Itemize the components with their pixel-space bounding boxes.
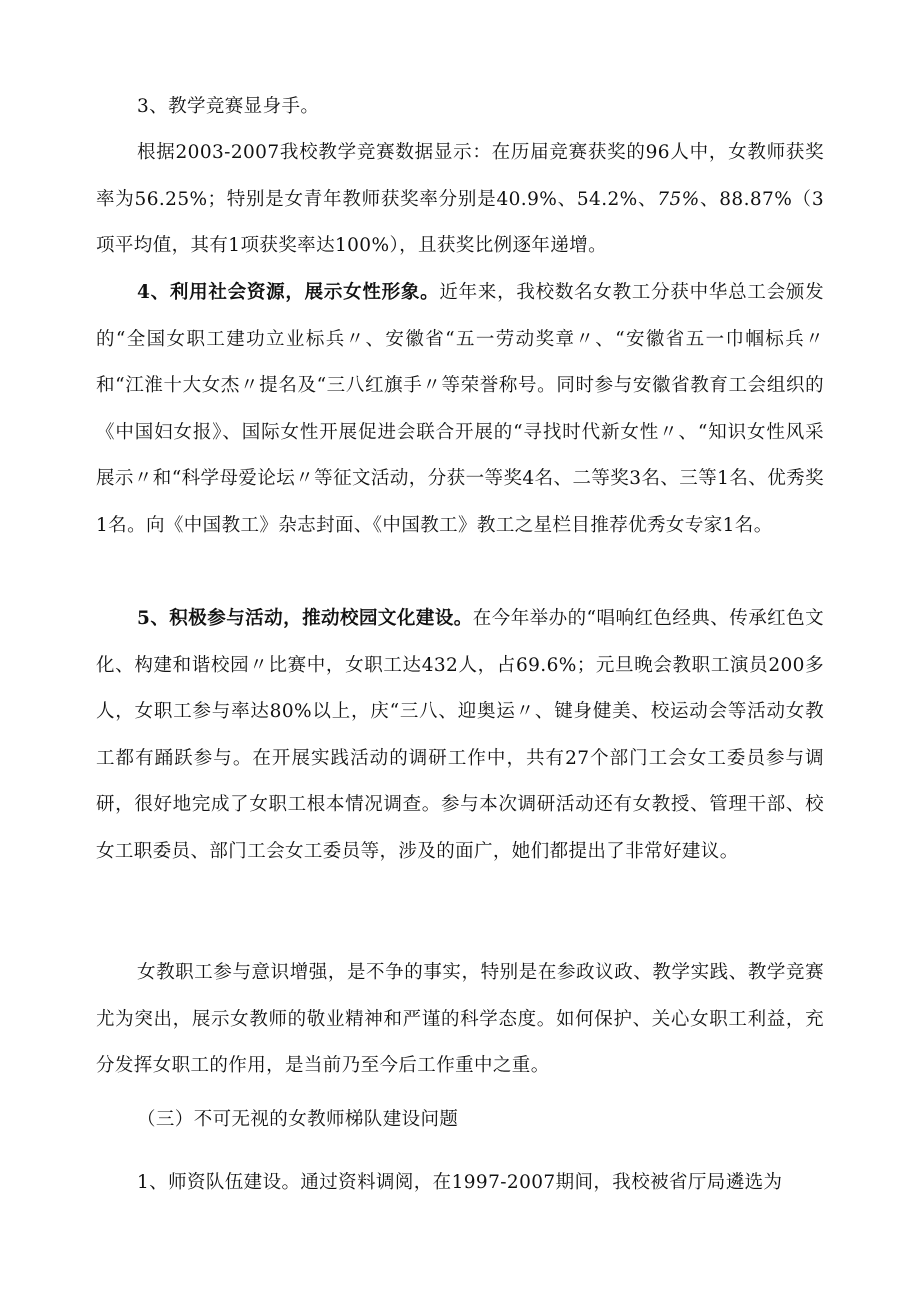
paragraph-body-team: 通过资料调阅，在1997-2007期间，我校被省厅局遴选为 xyxy=(300,1172,783,1193)
paragraph-body-5: 在今年举办的“唱响红色经典、传承红色文化、构建和谐校园〃比赛中，女职工达432人，占69.6%；元旦晚会教职工演员200多人，女职工参与率达80%以上，庆“三八、迎奥运〃、键身健美、校运动会等活动女教工都有踊跃参与。在开展实践活动的调研工作中，共有27个部门工会女工委员参与调研，很好地完成了女职工根本情况调查。参与本次调研活动还有女教授、管理干部、校女工职委员、部门工会女工委员等，涉及的面广，她们都提出了非常好建议。 xyxy=(96,608,825,862)
summary-text: 女教职工参与意识增强，是不争的事实，特别是在参政议政、教学实践、教学竞赛尤为突出，展示女教师的敬业精神和严谨的科学态度。如何保护、关心女职工利益，充分发挥女职工的作用，是当前乃至今后工作重中之重。 xyxy=(96,962,824,1076)
competition-text-a: 根据2003-2007我校教学竞赛数据显示：在历届竞赛获奖的96人中，女教师获奖率为56.25%；特别是女青年教师获奖率分别是40.9%、54.2%、 xyxy=(96,142,824,210)
heading-text: 3、教学竞赛显身手。 xyxy=(137,96,320,117)
paragraph-teacher-team xyxy=(96,1160,824,1207)
paragraph-lead-4: 4、利用社会资源，展示女性形象。 xyxy=(137,282,440,303)
competition-text-b: 、88.87%（3项平均值，其有1项获奖率达100%），且获奖比例逐年递增。 xyxy=(96,188,824,256)
competition-italic-value: 75% xyxy=(657,188,700,210)
paragraph-lead-5: 5、积极参与活动，推动校园文化建设。 xyxy=(137,608,473,629)
paragraph-competition-data xyxy=(96,130,824,270)
paragraph-lead-team: 1、师资队伍建设。 xyxy=(137,1172,301,1193)
heading-teaching-competition xyxy=(96,84,824,131)
section-heading-3 xyxy=(96,1097,824,1144)
paragraph-body-4: 近年来，我校数名女教工分获中华总工会颁发的“全国女职工建功立业标兵〃、安徽省“五一劳动奖章〃、“安徽省五一巾帼标兵〃和“江淮十大女杰〃提名及“三八红旗手〃等荣誉称号。同时参与安徽省教育工会组织的《中国妇女报》、国际女性开展促进会联合开展的“寻找时代新女性〃、“知识女性风采展示〃和“科学母爱论坛〃等征文活动，分获一等奖4名、二等奖3名、三等1名、优秀奖1名。向《中国教工》杂志封面、《中国教工》教工之星栏目推荐优秀女专家1名。 xyxy=(96,282,824,536)
section-heading-text: （三）不可无视的女教师梯队建设问题 xyxy=(137,1109,459,1130)
paragraph-social-resources xyxy=(96,270,824,549)
paragraph-campus-culture xyxy=(96,596,824,875)
paragraph-summary xyxy=(96,950,824,1090)
